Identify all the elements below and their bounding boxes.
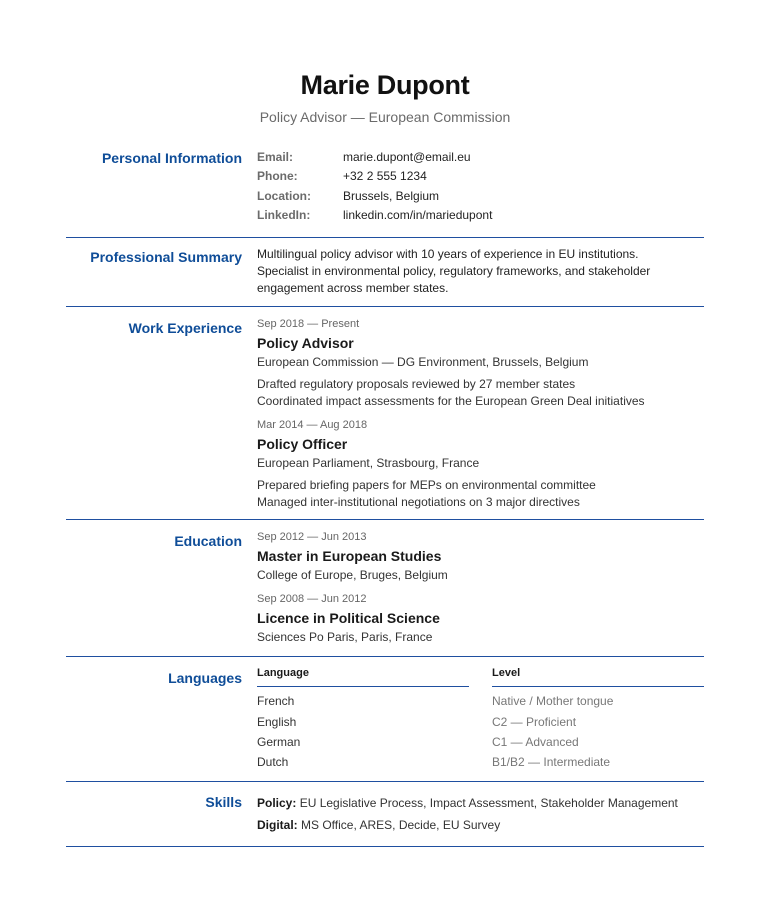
level-cell: B1/B2 — Intermediate — [492, 755, 611, 770]
info-label: Location: — [257, 188, 311, 203]
education-section — [66, 520, 704, 657]
job-organization: European Commission — DG Environment, Brussels, Belgium — [257, 355, 589, 370]
skill-value: MS Office, ARES, Decide, EU Survey — [301, 817, 501, 832]
summary-section — [66, 238, 704, 307]
level-column — [492, 667, 704, 773]
job-date: Mar 2014 — Aug 2018 — [257, 419, 368, 432]
degree-title: Licence in Political Science — [257, 610, 440, 627]
skill-row-digital — [257, 814, 704, 836]
school-name: College of Europe, Bruges, Belgium — [257, 568, 448, 583]
linkedin-value: linkedin.com/in/mariedupont — [343, 207, 493, 222]
skills-section — [66, 782, 704, 847]
email-value: marie.dupont@email.eu — [343, 150, 471, 164]
info-row-linkedin — [257, 207, 704, 226]
info-label: LinkedIn: — [257, 207, 311, 222]
job-bullet: Managed inter-institutional negotiations on 3 major directives — [257, 495, 580, 510]
language-cell: English — [257, 714, 297, 729]
skill-label: Digital: — [257, 817, 298, 832]
location-value: Brussels, Belgium — [343, 188, 440, 203]
column-header-level: Level — [492, 667, 704, 687]
info-row-phone — [257, 168, 704, 187]
personal-info-section — [66, 139, 704, 238]
info-label: Email: — [257, 150, 294, 164]
section-title: Personal Information — [101, 150, 242, 166]
person-name: Marie Dupont — [300, 70, 470, 100]
section-title: Education — [174, 533, 242, 550]
job-entry — [257, 317, 704, 410]
phone-value: +32 2 555 1234 — [343, 169, 427, 184]
level-cell: C1 — Advanced — [492, 735, 579, 749]
summary-line: Multilingual policy advisor with 10 years of experience in EU institutions. — [257, 247, 639, 262]
section-title: Skills — [205, 793, 242, 810]
skill-value: EU Legislative Process, Impact Assessment, Stakeholder Management — [299, 795, 678, 810]
education-date: Sep 2008 — Jun 2012 — [257, 593, 367, 606]
education-date: Sep 2012 — Jun 2013 — [257, 531, 367, 544]
level-cell: C2 — Proficient — [492, 714, 577, 729]
summary-text — [257, 246, 704, 297]
summary-line: Specialist in environmental policy, regulatory frameworks, and stakeholder — [257, 264, 651, 279]
column-header-language: Language — [257, 667, 469, 687]
language-cell: French — [257, 694, 295, 709]
cv-header — [66, 0, 704, 126]
job-organization: European Parliament, Strasbourg, France — [257, 456, 480, 471]
section-title: Professional Summary — [90, 249, 242, 266]
education-entry — [257, 530, 704, 583]
job-date: Sep 2018 — Present — [257, 318, 360, 331]
school-name: Sciences Po Paris, Paris, France — [257, 630, 433, 645]
info-label: Phone: — [257, 169, 298, 184]
level-cell: Native / Mother tongue — [492, 694, 614, 709]
degree-title: Master in European Studies — [257, 548, 442, 565]
info-row-email — [257, 149, 704, 168]
cv-page — [66, 0, 704, 847]
job-title: Policy Advisor — [257, 335, 354, 352]
work-experience-section — [66, 307, 704, 520]
skill-row-policy — [257, 792, 704, 814]
person-subtitle: Policy Advisor — European Commission — [259, 109, 511, 125]
language-cell: Dutch — [257, 755, 289, 770]
languages-table — [257, 667, 704, 773]
skill-label: Policy: — [257, 795, 297, 810]
job-entry — [257, 418, 704, 511]
job-bullet: Drafted regulatory proposals reviewed by 27 member states — [257, 377, 576, 392]
summary-line: engagement across member states. — [257, 281, 449, 296]
job-bullet: Prepared briefing papers for MEPs on environmental committee — [257, 478, 596, 493]
section-title: Languages — [168, 670, 242, 687]
job-title: Policy Officer — [257, 436, 348, 453]
language-column — [257, 667, 469, 773]
section-title: Work Experience — [128, 320, 242, 337]
language-cell: German — [257, 735, 301, 749]
education-entry — [257, 592, 704, 645]
languages-section — [66, 657, 704, 782]
info-row-location — [257, 188, 704, 207]
job-bullet: Coordinated impact assessments for the European Green Deal initiatives — [257, 394, 645, 409]
